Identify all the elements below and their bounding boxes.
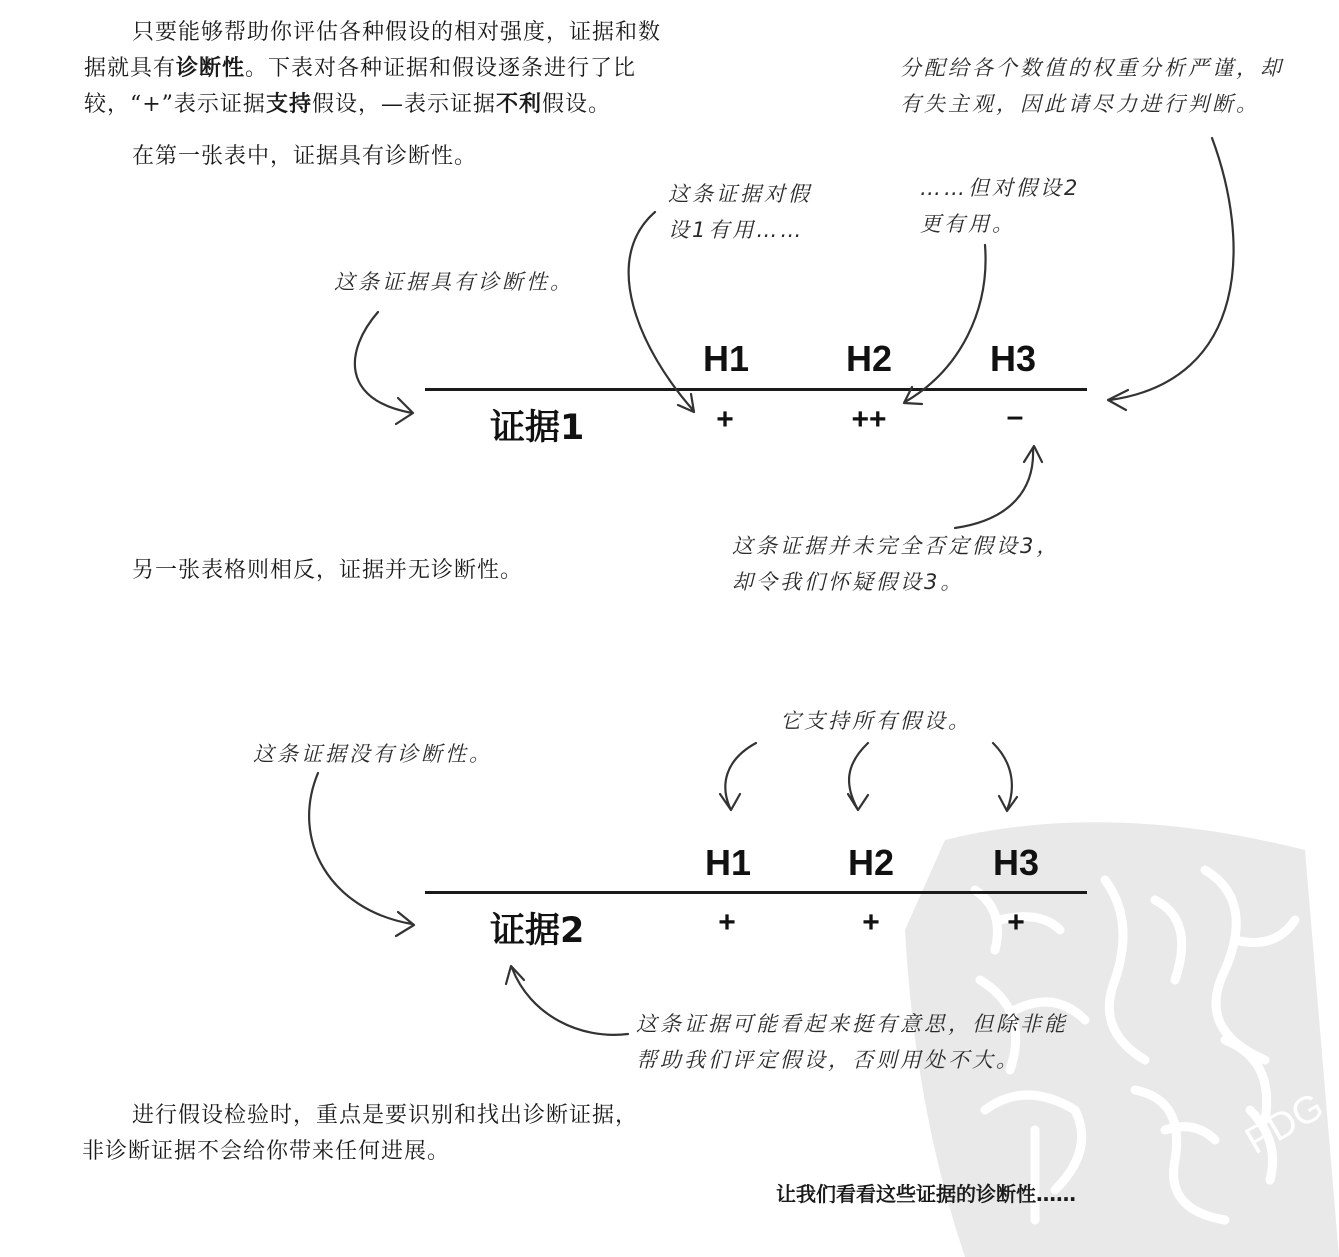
- arrow-interesting-icon: [506, 966, 628, 1035]
- table1-mark-h3: –: [1006, 400, 1024, 433]
- table1-header-h2: H2: [846, 338, 893, 379]
- intro-line-3-c: 假设，—表示证据: [311, 92, 496, 117]
- watermark-text: PDG: [1238, 1085, 1331, 1163]
- table1-header-h1: H1: [703, 338, 750, 379]
- note-weights-line-2: 有失主观，因此请尽力进行判断。: [900, 92, 1260, 116]
- intro-line-3-a: 较，“+”表示证据: [84, 92, 266, 117]
- arrow-not-diagnostic-icon: [309, 773, 414, 936]
- intro-line-2-text: 据就具有: [84, 56, 177, 81]
- note-h3-doubt-line-1: 这条证据并未完全否定假设3，: [732, 534, 1061, 558]
- note-interesting-line-1: 这条证据可能看起来挺有意思，但除非能: [636, 1012, 1068, 1036]
- middle-paragraph: 另一张表格则相反，证据并无诊断性。: [132, 558, 524, 583]
- table2-header-h3: H3: [993, 842, 1040, 883]
- note-not-diagnostic: 这条证据没有诊断性。: [253, 742, 493, 766]
- note-h1-useful-line-2: 设1有用……: [668, 218, 805, 242]
- table2-mark-h1: +: [718, 906, 736, 939]
- intro-bold-support: 支持: [265, 91, 312, 117]
- intro-line-2-rest: 。下表对各种证据和假设逐条进行了比: [245, 56, 637, 81]
- note-h2-more-useful-line-2: 更有用。: [920, 212, 1016, 236]
- table2-evidence-label: 证据2: [490, 911, 585, 951]
- arrow-h3-doubt-icon: [955, 446, 1042, 528]
- intro-bold-diagnostic: 诊断性: [176, 55, 246, 81]
- table2-mark-h2: +: [862, 906, 880, 939]
- note-interesting-line-2: 帮助我们评定假设，否则用处不大。: [636, 1048, 1020, 1072]
- arrow-weights-icon: [1108, 138, 1234, 410]
- note-supports-all: 它支持所有假设。: [780, 709, 972, 733]
- note-diagnostic: 这条证据具有诊断性。: [334, 270, 574, 294]
- note-h1-useful-line-1: 这条证据对假: [668, 182, 812, 206]
- table1-mark-h1: +: [716, 403, 734, 436]
- table2-mark-h3: +: [1007, 906, 1025, 939]
- conclusion-line-1: 进行假设检验时，重点是要识别和找出诊断证据，: [132, 1103, 639, 1128]
- note-h2-more-useful-line-1: ……但对假设2: [920, 176, 1081, 200]
- intro-line-4: 在第一张表中，证据具有诊断性。: [132, 144, 478, 169]
- table1-mark-h2: ++: [851, 403, 887, 436]
- arrow-diagnostic-icon: [355, 312, 413, 424]
- intro-line-3-e: 假设。: [541, 92, 611, 117]
- arrow-h2-useful-icon: [904, 245, 986, 404]
- intro-line-1: 只要能够帮助你评估各种假设的相对强度，证据和数: [132, 20, 662, 45]
- arrow-supports-h2-icon: [848, 743, 868, 810]
- table1-evidence-label: 证据1: [490, 408, 585, 448]
- table1-header-h3: H3: [990, 338, 1037, 379]
- intro-bold-against: 不利: [495, 91, 542, 117]
- arrow-h1-useful-icon: [629, 212, 694, 412]
- note-weights-line-1: 分配给各个数值的权重分析严谨，却: [900, 56, 1284, 80]
- arrow-supports-h1-icon: [720, 743, 756, 810]
- table2-header-h1: H1: [705, 842, 752, 883]
- note-h3-doubt-line-2: 却令我们怀疑假设3。: [732, 570, 965, 594]
- arrow-supports-h3-icon: [993, 743, 1017, 811]
- table2-header-h2: H2: [848, 842, 895, 883]
- conclusion-line-2: 非诊断证据不会给你带来任何进展。: [82, 1139, 451, 1164]
- closing-line: 让我们看看这些证据的诊断性……: [776, 1182, 1076, 1206]
